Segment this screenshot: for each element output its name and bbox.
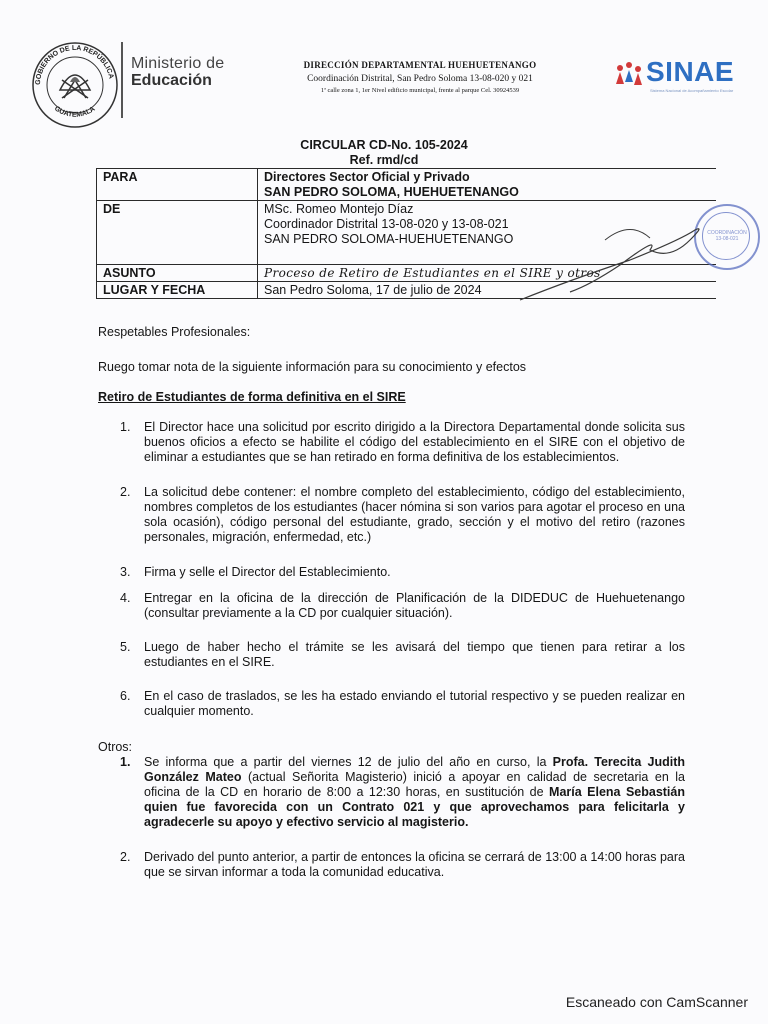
list-item: 2. La solicitud debe contener: el nombre completo del establecimiento, código del establecimiento, nombres completos de los estudiantes (hacer nómina si son varios para agotar el proceso en una sola ocasión), código personal del estudiante, grado, sección y el motivo del retiro (razones personales, migración, enfermedad, etc.) xyxy=(120,485,685,544)
asunto-label: ASUNTO xyxy=(97,265,258,282)
svg-text:GUATEMALA xyxy=(53,105,96,119)
greeting: Respetables Profesionales: xyxy=(98,325,251,339)
seal-text-bottom: GUATEMALA xyxy=(52,105,97,119)
stamp-text: COORDINACIÓN 13-08-021 xyxy=(707,230,747,242)
sinae-people-icon xyxy=(614,60,646,88)
coordination-line: Coordinación Distrital, San Pedro Soloma 13-08-020 y 021 xyxy=(307,74,533,84)
list-item: 3. Firma y selle el Director del Establecimiento. xyxy=(120,565,391,579)
scanner-watermark: Escaneado con CamScanner xyxy=(565,994,748,1010)
de-line1: MSc. Romeo Montejo Díaz xyxy=(264,202,414,216)
list-item: 4. Entregar en la oficina de la dirección de Planificación de la DIDEDUC de Huehuetenango (consultar previamente a la CD por cualquier situación). xyxy=(120,591,685,620)
de-line3: SAN PEDRO SOLOMA-HUEHUETENANGO xyxy=(264,232,514,246)
ministry-line1: Ministerio de xyxy=(131,55,225,72)
direction-block xyxy=(250,60,590,94)
para-line2: SAN PEDRO SOLOMA, HUEHUETENANGO xyxy=(264,185,519,199)
direction-name: DIRECCIÓN DEPARTAMENTAL HUEHUETENANGO xyxy=(303,60,537,70)
sinae-wordmark: SINAE xyxy=(646,56,735,87)
list-item: 1. Se informa que a partir del viernes 12 de julio del año en curso, la Profa. Terecita Judith González Mateo (actual Señorita Magisterio) inició a apoyar en calidad de secretaria en la oficina de la CD en horario de 8:00 a 12:30 horas, en sustitución de María Elena Sebastián quien fue favorecida con un Contrato 021 y que aprovechamos para felicitarla y agradecerle su apoyo y efectivo servicio al magisterio. xyxy=(120,755,685,829)
others-list xyxy=(120,755,685,880)
ministry-line2: Educación xyxy=(131,71,212,89)
para-value xyxy=(258,169,717,201)
logo-divider xyxy=(121,42,123,118)
circular-heading xyxy=(0,138,768,168)
withdrawal-steps-list xyxy=(120,420,685,719)
de-line2: Coordinador Distrital 13-08-020 y 13-08-021 xyxy=(264,217,509,231)
address-line: 1ª calle zona 1, 1er Nivel edificio municipal, frente al parque Cel. 30924539 xyxy=(320,87,520,94)
seal-text-top: GOBIERNO DE LA REPÚBLICA xyxy=(34,44,115,86)
letterhead xyxy=(0,0,768,130)
list-item: 5. Luego de haber hecho el trámite se les avisará del tiempo que tienen para retirar a los estudiantes en el SIRE. xyxy=(120,640,685,669)
section-title: Retiro de Estudiantes de forma definitiva en el SIRE xyxy=(98,390,406,404)
para-label: PARA xyxy=(97,169,258,201)
lugar-label: LUGAR Y FECHA xyxy=(97,282,258,299)
asunto-value: Proceso de Retiro de Estudiantes en el SIRE y otros xyxy=(258,265,717,282)
intro-paragraph: Ruego tomar nota de la siguiente información para su conocimiento y efectos xyxy=(98,360,527,374)
circular-number: CIRCULAR CD-No. 105-2024 xyxy=(300,138,468,152)
list-item: 6. En el caso de traslados, se les ha estado enviando el tutorial respectivo y se pueden realizar en cualquier momento. xyxy=(120,689,685,718)
para-line1: Directores Sector Oficial y Privado xyxy=(264,170,470,184)
sinae-logo xyxy=(614,56,744,96)
others-label: Otros: xyxy=(98,740,133,754)
sinae-subtitle: Sistema Nacional de Acompañamiento Escolar xyxy=(650,88,734,93)
ministry-logo xyxy=(131,56,224,90)
de-label: DE xyxy=(97,201,258,265)
lugar-value: San Pedro Soloma, 17 de julio de 2024 xyxy=(258,282,717,299)
row-para xyxy=(97,169,717,201)
list-item: 2. Derivado del punto anterior, a partir de entonces la oficina se cerrará de 13:00 a 14:00 horas para que se sirvan informar a toda la comunidad educativa. xyxy=(120,850,685,879)
circular-ref: Ref. rmd/cd xyxy=(349,153,419,167)
signature-scribble-icon xyxy=(510,210,710,320)
list-item: 1. El Director hace una solicitud por escrito dirigido a la Directora Departamental donde solicita sus buenos oficios a efecto se habilite el código del establecimiento en el SIRE con el objetivo de eliminar a estudiantes que se han retirado en forma definitiva de los establecimientos. xyxy=(120,420,685,464)
guatemala-seal-icon xyxy=(30,40,120,130)
